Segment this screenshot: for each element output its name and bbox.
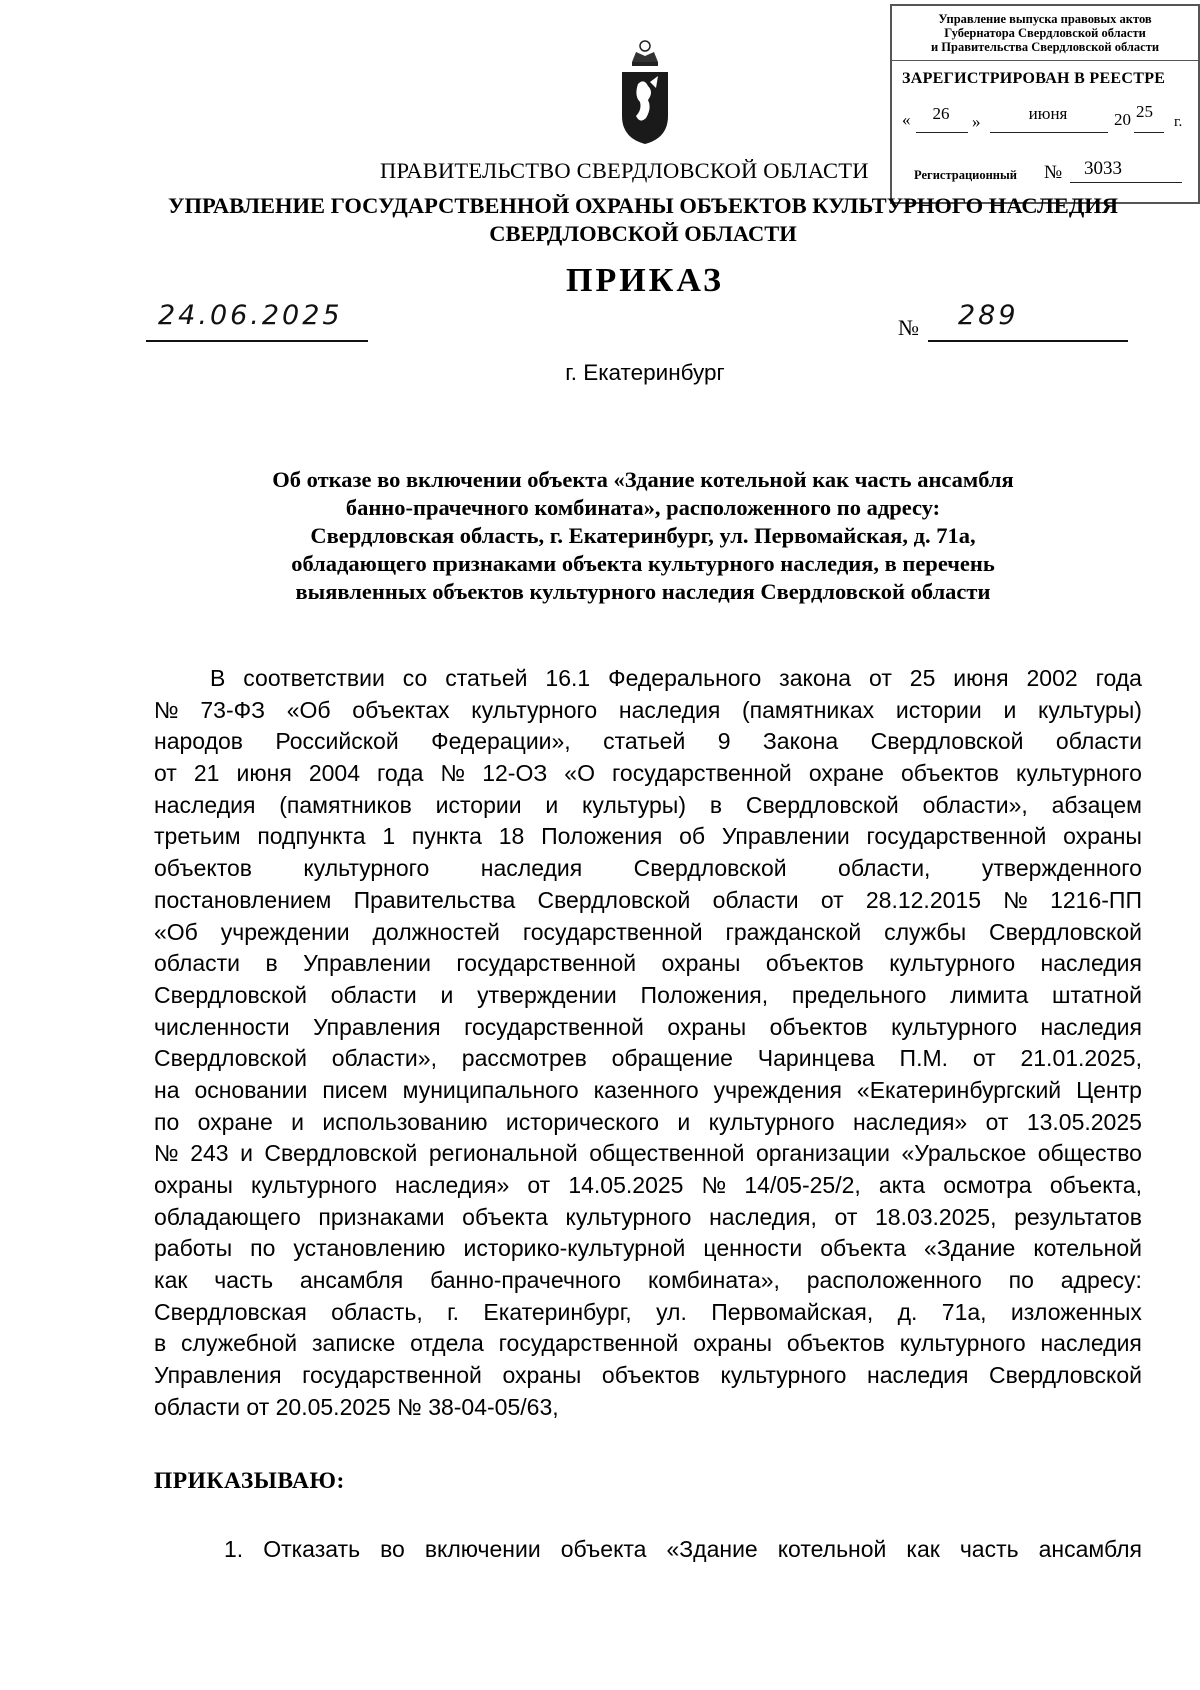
body-line: наследия (памятников истории и культуры) в Свердловской области», абзацем [154, 791, 1142, 818]
body-line: № 243 и Свердловской региональной общественной организации «Уральское общество [154, 1140, 1142, 1167]
body-line: Свердловской области», рассмотрев обращение Чаринцева П.М. от 21.01.2025, [154, 1045, 1142, 1072]
coat-of-arms-emblem [618, 38, 672, 148]
registration-stamp [890, 4, 1200, 204]
stamp-header [892, 6, 1198, 61]
stamp-month: июня [1028, 104, 1068, 123]
number-label: № [898, 315, 919, 340]
body-line: области от 20.05.2025 № 38-04-05/63, [154, 1393, 559, 1420]
document-date: 24.06.2025 [158, 300, 343, 331]
body-line: численности Управления государственной охраны объектов культурного наследия [154, 1013, 1142, 1040]
body-line: как часть ансамбля банно-прачечного комбината», расположенного по адресу: [154, 1267, 1142, 1294]
body-line: области в Управлении государственной охраны объектов культурного наследия [154, 950, 1142, 977]
body-line: обладающего признаками объекта культурного наследия, от 18.03.2025, результатов [154, 1203, 1142, 1230]
document-type: ПРИКАЗ [566, 262, 724, 299]
body-line: № 73-ФЗ «Об объектах культурного наследия (памятниках истории и культуры) [154, 696, 1142, 723]
body-line: «Об учреждении должностей государственной гражданской службы Свердловской [154, 918, 1142, 945]
title-line: обладающего признаками объекта культурного наследия, в перечень [291, 551, 995, 576]
stamp-day: 26 [932, 104, 950, 123]
stamp-reg-no-sign: № [1044, 162, 1063, 183]
orders-heading: ПРИКАЗЫВАЮ: [154, 1468, 345, 1494]
order-item-1: 1. Отказать во включении объекта «Здание котельной как часть ансамбля [224, 1536, 1142, 1562]
body-line: в служебной записке отдела государственной охраны объектов культурного наследия [154, 1330, 1142, 1357]
agency-title-line: СВЕРДЛОВСКОЙ ОБЛАСТИ [489, 221, 797, 246]
stamp-header-line: Управление выпуска правовых актов [938, 12, 1152, 26]
stamp-header-line: Губернатора Свердловской области [944, 26, 1146, 40]
body-line: работы по установлению историко-культурной ценности объекта «Здание котельной [154, 1235, 1142, 1262]
body-line: по охране и использованию исторического и культурного наследия» от 13.05.2025 [154, 1108, 1142, 1135]
body-line: Свердловской области и утверждении Положения, предельного лимита штатной [154, 981, 1142, 1008]
government-title: ПРАВИТЕЛЬСТВО СВЕРДЛОВСКОЙ ОБЛАСТИ [380, 158, 869, 183]
stamp-reg-number-value: 3033 [1084, 158, 1122, 179]
date-underline [146, 340, 368, 342]
title-line: Свердловская область, г. Екатеринбург, ул. Первомайская, д. 71а, [310, 523, 976, 548]
stamp-year-prefix: 20 [1114, 110, 1131, 129]
stamp-close-quote: » [972, 112, 981, 131]
agency-title-line: УПРАВЛЕНИЕ ГОСУДАРСТВЕННОЙ ОХРАНЫ ОБЪЕКТОВ КУЛЬТУРНОГО НАСЛЕДИЯ [167, 193, 1119, 218]
stamp-reg-label: Регистрационный [914, 168, 1017, 182]
body-line: Свердловская область, г. Екатеринбург, ул. Первомайская, д. 71а, изложенных [154, 1298, 1142, 1325]
body-line: третьим подпункта 1 пункта 18 Положения об Управлении государственной охраны [154, 823, 1142, 850]
city: г. Екатеринбург [565, 360, 725, 385]
agency-title [148, 192, 1138, 248]
stamp-header-line: и Правительства Свердловской области [930, 40, 1160, 54]
number-underline [928, 340, 1128, 342]
document-title [148, 466, 1138, 606]
title-line: выявленных объектов культурного наследия Свердловской области [295, 579, 991, 604]
body-line: охраны культурного наследия» от 14.05.2025 № 14/05-25/2, акта осмотра объекта, [154, 1172, 1142, 1198]
body-line: на основании писем муниципального казенного учреждения «Екатеринбургский Центр [154, 1076, 1142, 1103]
body-line: Управления государственной охраны объектов культурного наследия Свердловской [154, 1362, 1142, 1389]
body-line: В соответствии со статьей 16.1 Федерального закона от 25 июня 2002 года [210, 665, 1142, 691]
title-line: банно-прачечного комбината», расположенного по адресу: [345, 495, 941, 520]
stamp-date [902, 102, 1194, 136]
stamp-registered-label: ЗАРЕГИСТРИРОВАН В РЕЕСТРЕ [902, 70, 1166, 87]
stamp-year-suffix: 25 [1136, 102, 1153, 121]
body-line: народов Российской Федерации», статьей 9 Закона Свердловской области [154, 728, 1142, 755]
body-line: постановлением Правительства Свердловской области от 28.12.2015 № 1216-ПП [154, 886, 1142, 913]
stamp-open-quote: « [902, 110, 911, 129]
stamp-year-unit: г. [1174, 114, 1183, 130]
document-number: 289 [958, 300, 1019, 331]
preamble-paragraph [154, 663, 1142, 1424]
stamp-reg-number [914, 158, 1184, 190]
body-line: объектов культурного наследия Свердловской области, утвержденного [154, 855, 1142, 882]
body-line: от 21 июня 2004 года № 12-ОЗ «О государственной охране объектов культурного [154, 760, 1142, 787]
title-line: Об отказе во включении объекта «Здание котельной как часть ансамбля [272, 467, 1014, 492]
